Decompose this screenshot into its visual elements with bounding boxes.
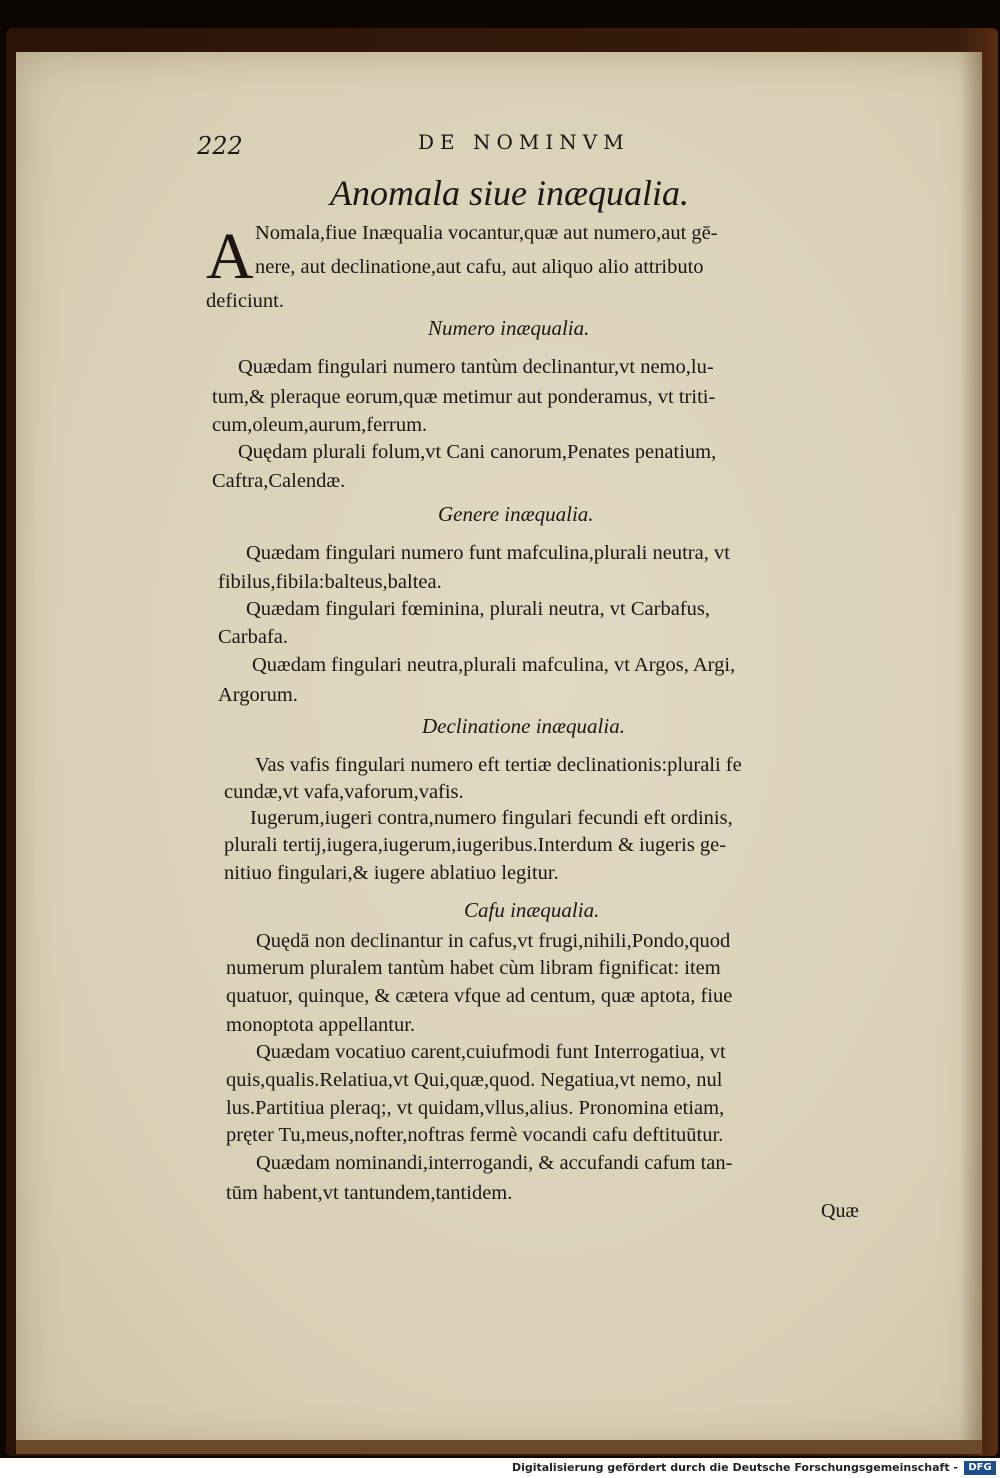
text-line: Quædam fingulari numero tantùm declinantur,vt nemo,lu- [238,356,714,378]
text-line: Quædam fingulari neutra,plurali mafculina, vt Argos, Argi, [252,654,736,676]
intro-line: Nomala,fiue Inæqualia vocantur,quæ aut numero,aut gē- [255,222,718,244]
text-line: monoptota appellantur. [226,1014,416,1036]
section-heading: Declinatione inæqualia. [422,714,625,738]
catchword: Quæ [821,1200,859,1222]
text-line: numerum pluralem tantùm habet cùm libram fignificat: item [226,957,721,979]
text-line: Quædam nominandi,interrogandi, & accufandi cafum tan- [256,1152,733,1174]
page-bottom-edge [16,1440,982,1454]
text-line: Quædam fingulari numero funt mafculina,plurali neutra, vt [246,542,730,564]
text-line: quatuor, quinque, & cætera vfque ad centum, quæ aptota, fiue [226,985,733,1007]
text-line: Carbafa. [218,626,288,648]
text-line: quis,qualis.Relatiua,vt Qui,quæ,quod. Negatiua,vt nemo, nul [226,1069,723,1091]
footer-credit: Digitalisierung gefördert durch die Deutsche Forschungsgemeinschaft - [511,1461,958,1474]
text-line: cundæ,vt vafa,vaforum,vafis. [224,781,464,803]
text-line: Argorum. [218,684,298,706]
page-title: Anomala siue inæqualia. [330,173,689,213]
text-line: tum,& pleraque eorum,quæ metimur aut ponderamus, vt triti- [212,386,716,408]
text-line: lus.Partitiua pleraq;, vt quidam,vllus,alius. Pronomina etiam, [226,1097,725,1119]
page-number: 222 [197,132,243,160]
text-line: Quędā non declinantur in cafus,vt frugi,nihili,Pondo,quod [256,930,731,952]
text-line: Iugerum,iugeri contra,numero fingulari fecundi eft ordinis, [250,807,733,829]
text-line: plurali tertij,iugera,iugerum,iugeribus.Interdum & iugeris ge- [224,834,727,856]
text-line: cum,oleum,aurum,ferrum. [212,414,428,436]
section-heading: Numero inæqualia. [428,316,590,340]
running-head: DE NOMINVM [418,130,630,154]
section-heading: Genere inæqualia. [438,502,594,526]
decorated-initial: A [206,220,254,293]
intro-line: deficiunt. [206,290,284,312]
text-line: Quędam plurali folum,vt Cani canorum,Penates penatium, [238,441,717,463]
text-line: Vas vafis fingulari numero eft tertiæ declinationis:plurali fe [255,754,742,776]
text-line: Quædam fingulari fœminina, plurali neutra, vt Carbafus, [246,598,710,620]
text-line: Quædam vocatiuo carent,cuiufmodi funt Interrogatiua, vt [256,1041,726,1063]
dfg-logo: DFG [964,1461,996,1475]
text-line: nitiuo fingulari,& iugere ablatiuo legitur. [224,862,559,884]
text-line: tūm habent,vt tantundem,tantidem. [226,1182,513,1204]
intro-line: nere, aut declinatione,aut cafu, aut aliquo alio attributo [255,256,704,278]
text-line: pręter Tu,meus,nofter,noftras fermè vocandi cafu deftituūtur. [226,1124,724,1146]
text-line: Caftra,Calendæ. [212,470,346,492]
section-heading: Cafu inæqualia. [464,898,600,922]
text-line: fibilus,fibila:balteus,baltea. [218,571,442,593]
